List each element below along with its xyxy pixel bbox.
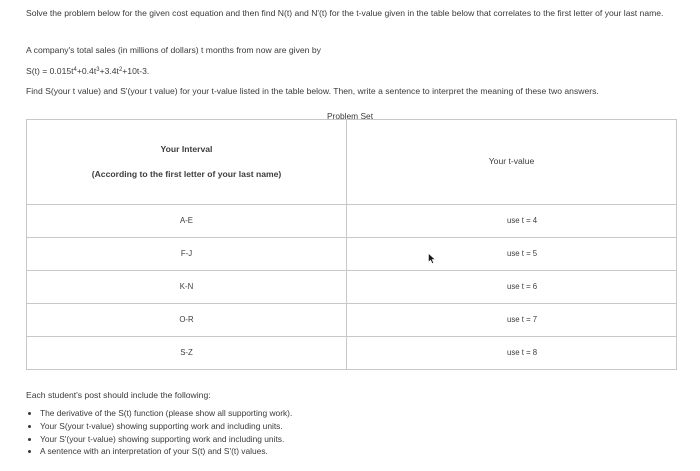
list-item: • Your S(your t-value) showing supporting work and including units. <box>40 420 500 433</box>
interval-cell: O-R <box>27 304 347 337</box>
equation-term-2: +0.4t <box>76 66 97 76</box>
header-tvalue: Your t-value <box>347 120 677 205</box>
equation-term-3: +3.4t <box>99 66 119 76</box>
table-row <box>27 205 677 238</box>
post-requirements-heading: Each student's post should include the following: <box>26 390 211 400</box>
list-item: • The derivative of the S(t) function (please show all supporting work). <box>40 407 500 420</box>
equation-exponent-3: 2 <box>118 67 123 73</box>
list-item: • A sentence with an interpretation of your S(t) and S'(t) values. <box>40 445 500 458</box>
table-row <box>27 304 677 337</box>
equation-prefix: S(t) = 0.015t <box>26 66 74 76</box>
mouse-pointer-icon <box>428 253 436 264</box>
interval-cell: S-Z <box>27 337 347 370</box>
problem-set-table <box>26 119 677 370</box>
table-row <box>27 271 677 304</box>
tvalue-cell: use t = 5 <box>347 238 677 271</box>
tvalue-cell: use t = 7 <box>347 304 677 337</box>
table-row <box>27 337 677 370</box>
interval-cell: F-J <box>27 238 347 271</box>
sales-equation <box>26 66 149 77</box>
header-interval-title: Your Interval <box>160 144 213 155</box>
equation-exponent-1: 4 <box>73 67 77 73</box>
find-instructions: Find S(your t value) and S'(your t value) for your t-value listed in the table below. Then, write a sentence to interpret the meaning of these two answers. <box>26 86 599 96</box>
tvalue-cell: use t = 4 <box>347 205 677 238</box>
table-row <box>27 238 677 271</box>
tvalue-cell: use t = 6 <box>347 271 677 304</box>
instructions-intro: Solve the problem below for the given cost equation and then find N(t) and N'(t) for the t-value given in the table below that correlates to the first letter of your last name. <box>26 8 664 18</box>
interval-cell: K-N <box>27 271 347 304</box>
company-statement: A company's total sales (in millions of dollars) t months from now are given by <box>26 45 321 55</box>
tvalue-cell: use t = 8 <box>347 337 677 370</box>
header-interval <box>27 120 347 205</box>
post-requirements-list <box>26 407 500 458</box>
table-caption: Problem Set <box>326 111 374 121</box>
list-item: • Your S'(your t-value) showing supporting work and including units. <box>40 433 500 446</box>
equation-exponent-2: 3 <box>96 67 100 73</box>
table-header-row <box>27 120 677 205</box>
interval-cell: A-E <box>27 205 347 238</box>
header-interval-subtitle: (According to the first letter of your last name) <box>91 168 282 179</box>
equation-suffix: +10t-3. <box>122 66 150 76</box>
